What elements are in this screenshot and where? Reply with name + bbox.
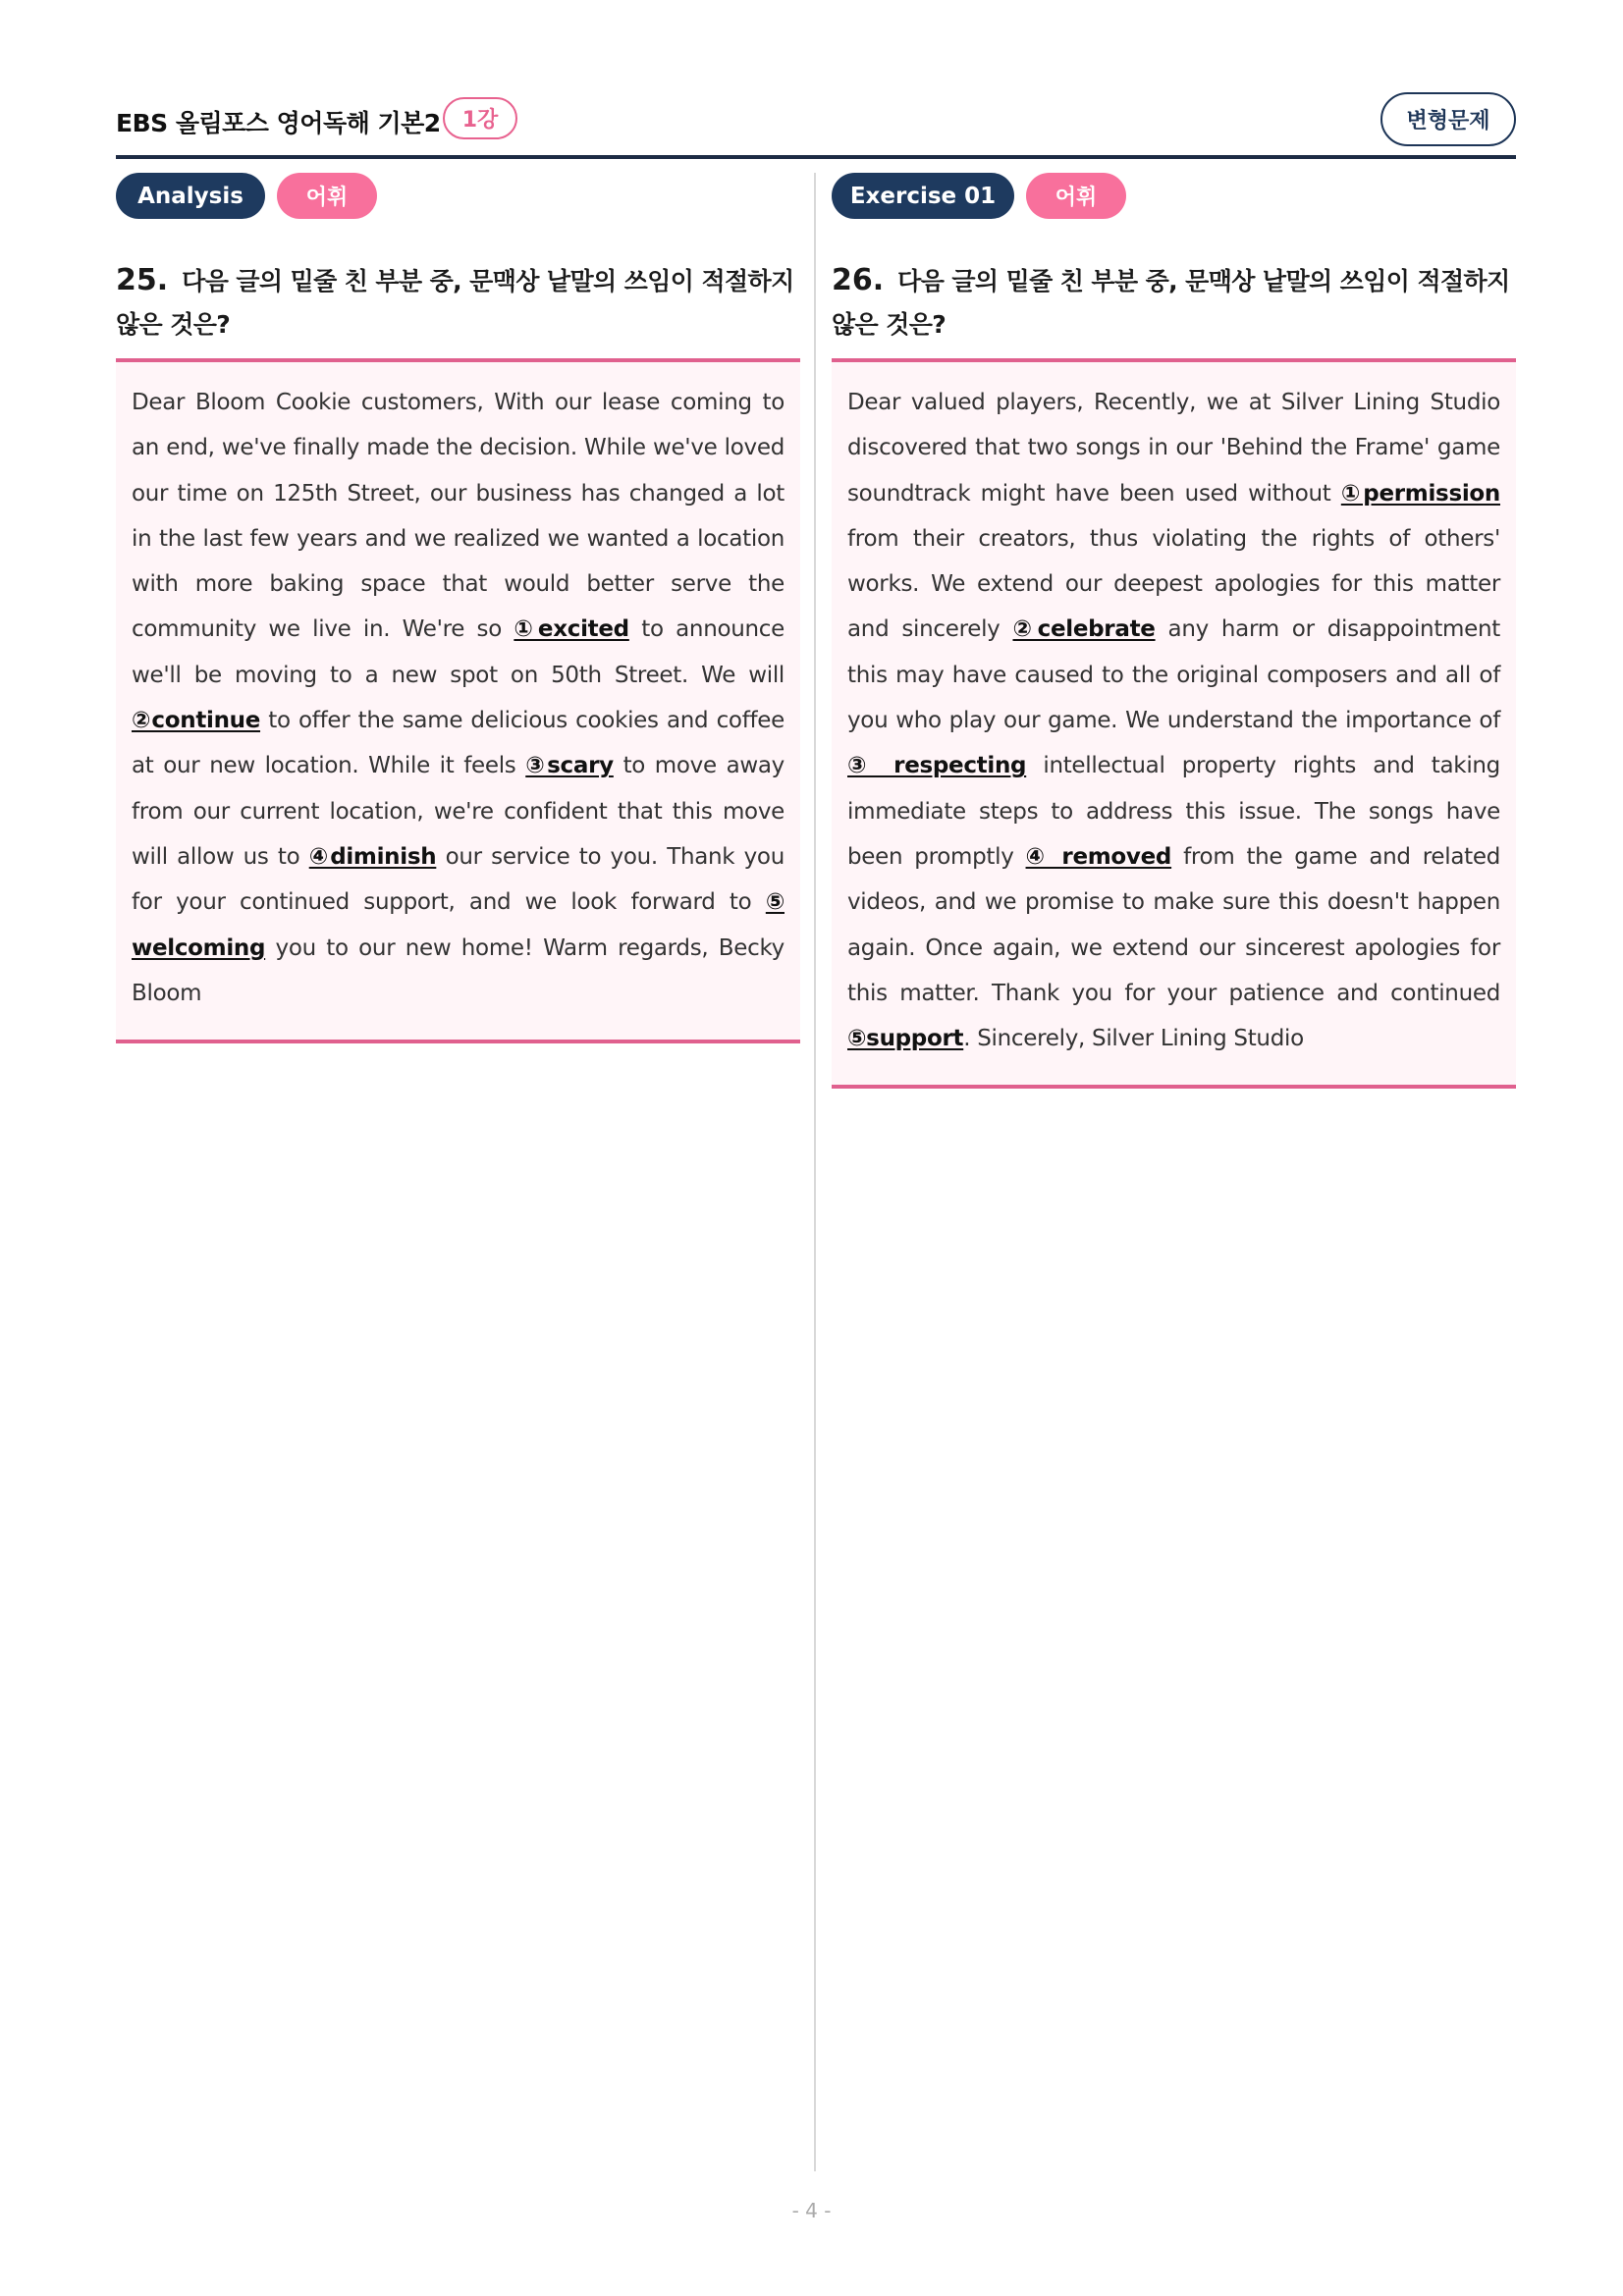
vocabulary-tag: 어휘 bbox=[1026, 173, 1126, 219]
underlined-choice-1: ①permission bbox=[1340, 480, 1500, 507]
passage-text: to announce we'll be moving to a new spot on 50th Street. We will bbox=[132, 616, 784, 688]
underlined-choice-4: ④diminish bbox=[308, 843, 437, 870]
underlined-choice-2: ②celebrate bbox=[1012, 616, 1156, 643]
passage-text: from their creators, thus violating the rights of others' works. We extend our deepest apologies for this matter and sincerely bbox=[847, 525, 1500, 643]
question-text: 다음 글의 밑줄 친 부분 중, 문맥상 낱말의 쓰임이 적절하지 않은 것은? bbox=[832, 267, 1510, 339]
book-title: EBS 올림포스 영어독해 기본2 bbox=[116, 109, 441, 137]
passage-text: any harm or disappointment this may have caused to the original composers and all of you who play our game. We understand the importance of bbox=[847, 616, 1500, 734]
passage-box bbox=[116, 358, 800, 1043]
page-header bbox=[116, 90, 1516, 153]
left-tags bbox=[116, 173, 800, 224]
exercise-tag: Exercise 01 bbox=[832, 173, 1014, 219]
underlined-choice-5: ⑤support bbox=[847, 1026, 964, 1052]
passage-text: . Sincerely, Silver Lining Studio bbox=[963, 1026, 1304, 1052]
underlined-choice-5: ⑤ welcoming bbox=[132, 889, 784, 961]
page-number: - 4 - bbox=[791, 2199, 832, 2222]
underlined-choice-4: ④ removed bbox=[1025, 843, 1172, 870]
underlined-choice-3: ③scary bbox=[525, 753, 614, 779]
lesson-badge: 1강 bbox=[443, 97, 517, 139]
left-column bbox=[116, 173, 800, 1043]
passage-text: from the game and related videos, and we promise to make sure this doesn't happen again. Once again, we extend our sincerest apologies for this matter. Thank you for your patience and continued bbox=[847, 843, 1500, 1006]
question-number: 25. bbox=[116, 263, 169, 297]
underlined-choice-3: ③ respecting bbox=[847, 753, 1027, 779]
passage-text: our service to you. Thank you for your continued support, and we look forward to bbox=[132, 843, 784, 916]
right-tags bbox=[832, 173, 1516, 224]
question-25 bbox=[116, 259, 800, 358]
question-26 bbox=[832, 259, 1516, 358]
passage-text: you to our new home! Warm regards, Becky Bloom bbox=[132, 934, 784, 1006]
column-divider bbox=[814, 173, 816, 2171]
header-divider bbox=[116, 155, 1516, 159]
passage-text: Dear Bloom Cookie customers, With our lease coming to an end, we've finally made the decision. While we've loved our time on 125th Street, our business has changed a lot in the last few years and we realized we wanted a location with more baking space that would better serve the community we live in. We're so bbox=[132, 390, 784, 643]
problem-type-badge: 변형문제 bbox=[1380, 92, 1516, 146]
question-text: 다음 글의 밑줄 친 부분 중, 문맥상 낱말의 쓰임이 적절하지 않은 것은? bbox=[116, 267, 794, 339]
right-column bbox=[832, 173, 1516, 1089]
analysis-tag: Analysis bbox=[116, 173, 265, 219]
underlined-choice-1: ①excited bbox=[514, 616, 629, 643]
passage-box bbox=[832, 358, 1516, 1089]
vocabulary-tag: 어휘 bbox=[277, 173, 377, 219]
passage-text: intellectual property rights and taking immediate steps to address this issue. The songs have been promptly bbox=[847, 753, 1500, 870]
passage-text: to move away from our current location, we're confident that this move will allow us to bbox=[132, 753, 784, 870]
question-number: 26. bbox=[832, 263, 885, 297]
underlined-choice-2: ②continue bbox=[132, 708, 261, 734]
passage-text: Dear valued players, Recently, we at Silver Lining Studio discovered that two songs in our 'Behind the Frame' game soundtrack might have been used without bbox=[847, 390, 1500, 507]
passage-text: to offer the same delicious cookies and coffee at our new location. While it feels bbox=[132, 708, 784, 779]
